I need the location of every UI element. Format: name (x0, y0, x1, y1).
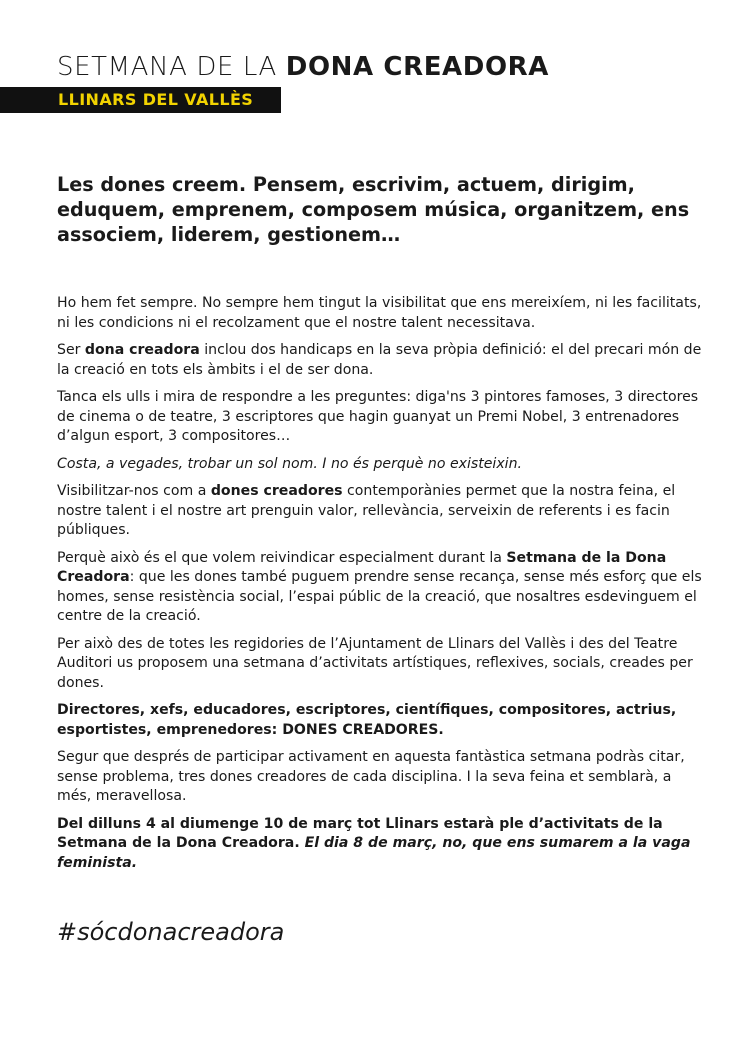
paragraph-1: Ho hem fet sempre. No sempre hem tingut la visibilitat que ens mereixíem, ni les facilitats, ni les condicions ni el recolzament que el nostre talent necessitava. (57, 295, 702, 331)
paragraph-10-bold-italic: El dia 8 de març, no, que ens sumarem a la vaga feminista. (57, 835, 691, 871)
hashtag: #sócdonacreadora (57, 918, 285, 946)
paragraph-6-bold: Setmana de la Dona Creadora (57, 549, 667, 585)
paragraph-4: Costa, a vegades, trobar un sol nom. I no és perquè no existeixin. (57, 455, 523, 472)
location-band (0, 87, 281, 113)
paragraph-2 (57, 341, 707, 380)
paragraph-6-c: : que les dones també puguem prendre sense recança, sense més esforç que els homes, sense resistència social, l’espai públic de la creació, que nosaltres esdevinguem el centre de la creació. (57, 569, 702, 624)
paragraph-9: Segur que després de participar activament en aquesta fantàstica setmana podràs citar, sense problema, tres dones creadores de cada disciplina. I la seva feina et semblarà, a més, meravellosa. (57, 749, 685, 804)
paragraph-6-a: Perquè això és el que volem reivindicar especialment durant la (57, 549, 507, 566)
paragraph-3: Tanca els ulls i mira de respondre a les preguntes: diga'ns 3 pintores famoses, 3 directores de cinema o de teatre, 3 escriptores que hagin guanyat un Premi Nobel, 3 entrenadores d’algun esport, 3 compositores… (57, 389, 699, 444)
body-text (57, 294, 707, 881)
paragraph-8-bold: Directores, xefs, educadores, escriptores, científiques, compositores, actrius, esportistes, emprenedores: DONES CREADORES. (57, 702, 677, 738)
paragraph-5 (57, 482, 707, 541)
paragraph-5-a: Visibilitzar-nos com a (57, 483, 211, 499)
paragraph-7: Per això des de totes les regidories de l’Ajuntament de Llinars del Vallès i des del Teatre Auditori us proposem una setmana d’activitats artístiques, reflexives, socials, creades per dones. (57, 635, 693, 691)
paragraph-8 (57, 701, 707, 740)
paragraph-2-bold: dona creadora (84, 342, 200, 358)
paragraph-6 (57, 549, 707, 627)
page-title (57, 50, 549, 84)
page-title-bold: DONA CREADORA (285, 52, 550, 82)
paragraph-5-c: contemporànies permet que la nostra feina, el nostre talent i el nostre art prenguin valor, rellevància, serveixin de referents i es facin públiques. (57, 483, 676, 538)
location-label: LLINARS DEL VALLÈS (58, 90, 254, 109)
paragraph-2-a: Ser (57, 342, 85, 358)
paragraph-10-bold: Del dilluns 4 al diumenge 10 de març tot Llinars estarà ple d’activitats de la Setmana de la Dona Creadora. (57, 815, 663, 851)
intro-heading: Les dones creem. Pensem, escrivim, actuem, dirigim, eduquem, emprenem, composem música, organitzem, ens associem, liderem, gestionem… (57, 173, 690, 246)
page-title-light: SETMANA DE LA (57, 52, 286, 82)
paragraph-10 (57, 815, 707, 874)
paragraph-2-c: inclou dos handicaps en la seva pròpia definició: el del precari món de la creació en tots els àmbits i el de ser dona. (57, 342, 702, 378)
paragraph-5-bold: dones creadores (210, 483, 343, 499)
